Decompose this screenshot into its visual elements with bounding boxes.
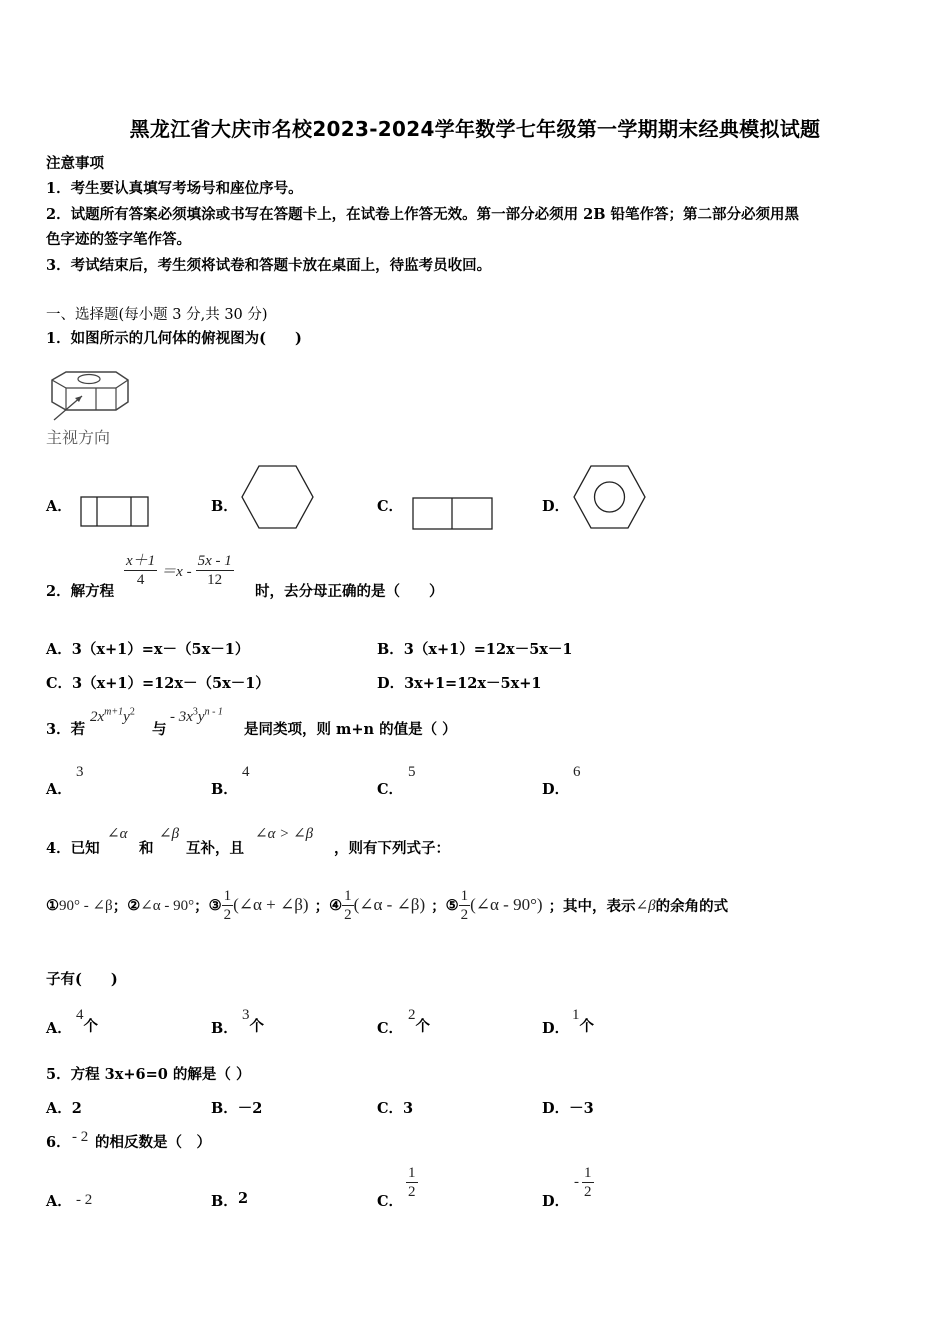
q4-option-b-value[interactable]: 3个: [242, 1007, 264, 1035]
q1-option-c-label[interactable]: C．: [377, 498, 404, 515]
q2-prefix: 2．解方程: [46, 583, 115, 600]
q1-solid-figure: [44, 366, 134, 422]
q1-stem: 1．如图所示的几何体的俯视图为( ): [46, 330, 302, 347]
q4-half-3: $\frac{1}{2}$: [223, 887, 232, 923]
q1-option-b-label[interactable]: B．: [211, 498, 238, 515]
notice-item-2: 2．试题所有答案必须填涂或书写在答题卡上，在试卷上作答无效。第一部分必须用 2B 铅笔作答；第二部分必须用黑: [46, 206, 800, 223]
q3-option-b-label[interactable]: B．: [211, 781, 238, 798]
q4-and: 和: [139, 840, 154, 857]
q6-option-c-value[interactable]: $\frac{1}{2}$: [408, 1165, 416, 1200]
q4-prefix: 4．已知: [46, 840, 100, 857]
q6-prefix: 6．: [46, 1134, 71, 1151]
q3-option-c-label[interactable]: C．: [377, 781, 404, 798]
q3-option-a-value[interactable]: 3: [76, 764, 84, 780]
q4-expressions: ① 90° - ∠β ； ② ∠α - 90° ； ③ $\frac{1}{2}$ (∠α + ∠β) ； ④ $\frac{1}{2}$ (∠α - ∠β) ； ⑤ $\frac{1}{2}$ (∠α - 90°) ；其中，表示 ∠β 的余角的式: [46, 887, 729, 923]
page-title: 黑龙江省大庆市名校2023-2024学年数学七年级第一学期期末经典模拟试题: [129, 117, 821, 141]
q4-inequality: ∠α > ∠β: [255, 826, 314, 842]
q4-expr-4: (∠α - ∠β): [353, 895, 426, 914]
q3-option-a-label[interactable]: A．: [46, 781, 72, 798]
q4-angle-b: ∠β: [159, 826, 180, 842]
q4-half-4: $\frac{1}{2}$: [344, 887, 352, 923]
q6-option-b-value[interactable]: 2: [238, 1190, 249, 1207]
q1-figure-caption: 主视方向: [46, 428, 111, 447]
q2-option-d[interactable]: D．3x+1=12x－5x+1: [377, 675, 542, 692]
q3-prefix: 3．若: [46, 721, 86, 738]
q2-option-c[interactable]: C．3（x+1）=12x－（5x－1）: [46, 675, 270, 692]
q1-option-b-figure[interactable]: [240, 464, 315, 530]
q4-option-c-label[interactable]: C．: [377, 1020, 404, 1037]
q6-suffix: 的相反数是（ ）: [95, 1134, 211, 1151]
q1-option-d-figure[interactable]: [572, 464, 647, 530]
q6-option-d-label[interactable]: D．: [542, 1193, 570, 1210]
q4-option-c-value[interactable]: 2个: [408, 1007, 430, 1035]
q6-option-c-label[interactable]: C．: [377, 1193, 404, 1210]
q5-option-d[interactable]: D．－3: [542, 1100, 594, 1117]
notice-heading: 注意事项: [46, 155, 104, 172]
q2-suffix: 时，去分母正确的是（ ）: [255, 583, 444, 600]
q1-option-a-label[interactable]: A．: [46, 498, 72, 515]
q4-complement: 互补，且: [186, 840, 244, 857]
q5-option-b[interactable]: B．－2: [211, 1100, 263, 1117]
q3-option-c-value[interactable]: 5: [408, 764, 416, 780]
q4-angle-a: ∠α: [107, 826, 128, 842]
q5-option-a[interactable]: A．2: [46, 1100, 82, 1117]
q4-expr-2: ∠α - 90°: [140, 897, 195, 914]
q5-option-c[interactable]: C．3: [377, 1100, 414, 1117]
q4-expr-1: 90° - ∠β: [59, 897, 113, 914]
q3-option-d-value[interactable]: 6: [573, 764, 581, 780]
notice-item-2-cont: 色字迹的签字笔作答。: [46, 231, 191, 248]
notice-item-1: 1．考生要认真填写考场号和座位序号。: [46, 180, 303, 197]
q2-frac-right: $\frac{5x - 1}{12}$: [197, 553, 232, 588]
q3-term-2: - $3x^3y^{n - 1}$: [170, 706, 223, 725]
section-heading: 一、选择题(每小题 3 分,共 30 分): [46, 307, 268, 323]
q4-option-d-value[interactable]: 1个: [572, 1007, 594, 1035]
q6-option-a-value[interactable]: - 2: [76, 1192, 93, 1208]
q4-option-d-label[interactable]: D．: [542, 1020, 570, 1037]
q6-option-d-value[interactable]: - $\frac{1}{2}$: [574, 1165, 592, 1200]
q6-option-a-label[interactable]: A．: [46, 1193, 72, 1210]
q6-value: - 2: [72, 1129, 89, 1145]
q3-option-b-value[interactable]: 4: [242, 764, 250, 780]
q2-frac-left: $\frac{x+1}{4}$: [126, 553, 156, 588]
q1-option-d-label[interactable]: D．: [542, 498, 570, 515]
q4-option-a-label[interactable]: A．: [46, 1020, 72, 1037]
q5-stem: 5．方程 3x+6=0 的解是（ ）: [46, 1066, 251, 1083]
q4-tail: ，则有下列式子：: [334, 840, 450, 857]
q2-option-a[interactable]: A．3（x+1）=x－（5x－1）: [46, 641, 250, 658]
q1-option-c-figure[interactable]: [412, 497, 494, 531]
notice-item-3: 3．考试结束后，考生须将试卷和答题卡放在桌面上，待监考员收回。: [46, 257, 492, 274]
q6-option-b-label[interactable]: B．: [211, 1193, 238, 1210]
q2-option-b[interactable]: B．3（x+1）=12x－5x－1: [377, 641, 573, 658]
q4-expr-5: (∠α - 90°): [470, 895, 543, 914]
q4-stem-line2: 子有( ): [46, 971, 118, 988]
q3-term-1: $2x^{m+1}y^2$: [90, 706, 135, 725]
q4-option-a-value[interactable]: 4个: [76, 1007, 98, 1035]
q1-option-a-figure[interactable]: [80, 496, 150, 528]
q4-option-b-label[interactable]: B．: [211, 1020, 238, 1037]
q4-expr-3: (∠α + ∠β): [233, 895, 309, 914]
q2-equation: $\frac{x+1}{4}$ ＝x - $\frac{5x - 1}{12}$: [126, 553, 232, 588]
q3-option-d-label[interactable]: D．: [542, 781, 570, 798]
q4-half-5: $\frac{1}{2}$: [460, 887, 469, 923]
q3-suffix: 是同类项，则 m+n 的值是（ ）: [244, 721, 457, 738]
q3-mid: 与: [152, 721, 167, 738]
